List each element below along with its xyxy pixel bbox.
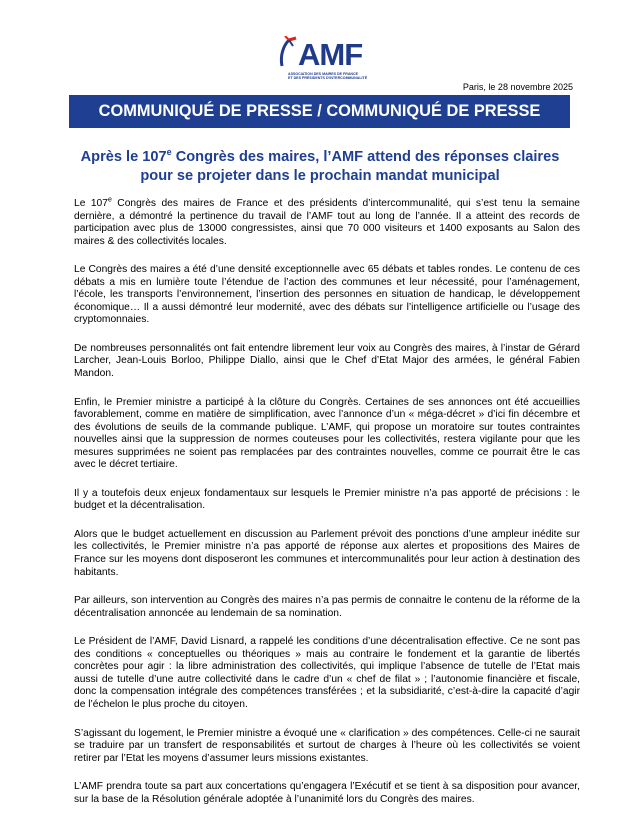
paragraph-9: S’agissant du logement, le Premier ministre a évoqué une « clarification » des compétences. Celle-ci ne saurait se traduire par un transfert de responsabilités et surtout de charges à l’heure où les collectivités se voient retirer par l’Etat les moyens d’assumer leurs missions existantes. (74, 727, 580, 764)
paragraph-1-post: Congrès des maires de France et des présidents d’intercommunalité, qui s’est tenu la semaine dernière, a démontré la pertinence du travail de l’AMF tout au long de l’année. Il a atteint des records de participation avec plus de 13000 congressistes, ainsi que 70 000 visiteurs et 1400 exposants au Salon des maires & des collectivités locales. (74, 198, 580, 247)
logo-subtitle (288, 72, 380, 81)
paragraph-1-ordinal: e (107, 196, 112, 204)
headline-post: Congrès des maires, l’AMF attend des réponses claires pour se projeter dans le prochain mandat municipal (140, 149, 560, 184)
amf-logo (274, 36, 374, 92)
logo-wordmark: AMF (298, 37, 363, 72)
headline-ordinal: e (166, 147, 172, 158)
headline-pre: Après le 107 (80, 149, 167, 165)
paragraph-2: Le Congrès des maires a été d’une densité exceptionnelle avec 65 débats et tables rondes. Le contenu de ces débats a mis en lumière toute l’étendue de l’action des communes et leur nécessité, pour l’aménagement, l’école, les transports l’environnement, l’insertion des personnes en situation de handicap, le développement économique… Il a aussi démontré leur modernité, avec des débats sur l’intelligence artificielle ou l’usage des cryptomonnaies. (74, 264, 580, 326)
paragraph-1-pre: Le 107 (74, 198, 108, 209)
paragraph-1 (74, 198, 580, 248)
paragraph-5: Il y a toutefois deux enjeux fondamentaux sur lesquels le Premier ministre n’a pas apporté de précisions : le budget et la décentralisation. (74, 487, 580, 512)
paragraph-10: L’AMF prendra toute sa part aux concertations qu’engagera l’Exécutif et se tient à sa disposition pour avancer, sur la base de la Résolution générale adoptée à l’unanimité lors du Congrès des maires. (74, 781, 580, 805)
press-release-banner: COMMUNIQUÉ DE PRESSE / COMMUNIQUÉ DE PRESSE (69, 95, 570, 128)
body-text (74, 198, 580, 822)
paragraph-3: De nombreuses personnalités ont fait entendre librement leur voix au Congrès des maires, à l’instar de Gérard Larcher, Jean-Louis Borloo, Philippe Diallo, ainsi que le Chef d’Etat Major des armées, le général Fabien Mandon. (74, 342, 580, 380)
press-release-date: Paris, le 28 novembre 2025 (462, 82, 573, 92)
headline (70, 148, 570, 186)
paragraph-8: Le Président de l’AMF, David Lisnard, a rappelé les conditions d’une décentralisation effective. Ce ne sont pas des conditions « conceptuelles ou théoriques » mais au contraire le fondement et la garantie de libertés concrètes pour agir : la libre administration des collectivités, qui implique l’absence de tutelle de l’Etat mais aussi de tutelle d’une autre collectivité dans le cadre d’un « chef de filat » ; l’autonomie financière et fiscale, donc la compensation intégrale des compétences transférées ; et la subsidiarité, c’est-à-dire la capacité d’agir de l’échelon le plus proche du citoyen. (74, 636, 580, 710)
paragraph-6: Alors que le budget actuellement en discussion au Parlement prévoit des ponctions d’une ampleur inédite sur les collectivités, le Premier ministre n’a pas apporté de réponse aux alertes et propositions des Maires de France sur les moyens dont disposeront les communes et intercommunalités pour leur action à destination des habitants. (74, 528, 580, 578)
logo-subtitle-line1: ASSOCIATION DES MAIRES DE FRANCE (288, 72, 359, 76)
paragraph-7: Par ailleurs, son intervention au Congrès des maires n’a pas permis de connaitre le contenu de la réforme de la décentralisation annoncée au lendemain de sa nomination. (74, 595, 580, 619)
paragraph-4: Enfin, le Premier ministre a participé à la clôture du Congrès. Certaines de ses annonces ont été accueillies favorablement, comme en matière de simplification, avec l’annonce d’un « méga-décret » d’ici fin décembre et des évolutions de seuils de la commande publique. L’AMF, qui propose un moratoire sur toutes contraintes nouvelles ainsi que la suppression de normes couteuses pour les collectivités, restera vigilante pour que les mesures supprimées ne soient pas remplacées par des contraintes nouvelles, comme ce pourrait être le cas avec le décret tertiaire. (74, 396, 580, 471)
logo-subtitle-line2: ET DES PRÉSIDENTS D'INTERCOMMUNALITÉ (288, 76, 368, 81)
